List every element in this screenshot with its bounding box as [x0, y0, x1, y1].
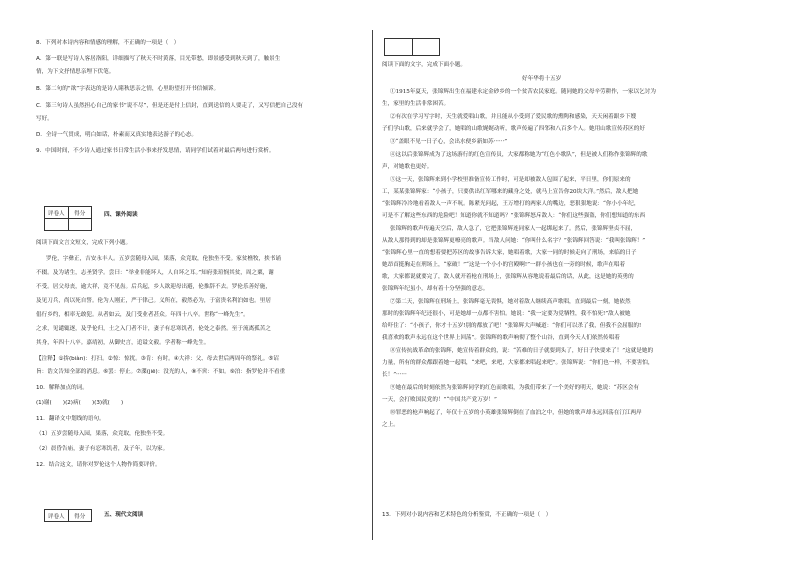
q8-text: 8．下列对本诗内容和情感的理解，不正确的一项是（ ）	[36, 40, 180, 46]
q10-blanks: (1)谢( )(2)病( )(3)就( )	[36, 400, 124, 406]
q10-text: 10．解释加点的词。	[36, 385, 88, 391]
section-4-intro: 阅读下面文言文短文，完成下列小题。	[36, 240, 132, 246]
score-cell-right-1[interactable]	[385, 39, 413, 56]
passage-line-1: 罗伦，字彝正，吉安永丰人。五岁尝随母入园，果落，众竞取，伦独坐不受。家贫樵牧，挟书诵	[46, 256, 281, 262]
score-label-points: 得分	[68, 207, 92, 219]
para-4-cont: 声，对她歌也更好。	[382, 164, 433, 170]
para-10: ⑩罪恶的枪声响起了，年仅十五岁的小英雄张锦辉倒在了血泊之中，但她的歌声却永远回荡在汀江两岸	[390, 410, 642, 416]
score-box-4	[44, 206, 92, 231]
para-4: ④这以后张锦辉成为了这场游行的红色宣传员，大家都称她为“红色小歌队”，但是被人们称作张锦辉的歌	[390, 152, 648, 158]
passage-line-4: 及见刀兵，尚以死自誓。伦为人刚正，严于律己。义所在，毅然必为，于富贵名利泊如也。里居	[36, 298, 271, 304]
para-1: ①1915年夏天，张锦辉出生在福建永定金砂乡的一个贫苦农民家庭。随同她的父母辛劳耕作，一家以乞讨为	[390, 89, 656, 95]
passage-line-2: 不辍。及为诸生，志圣贤学。尝曰：“举业非能坏人，人自坏之耳。”知府张瑄悯其贫，周之粟，谢	[36, 270, 274, 276]
score-label-grader: 评卷人	[45, 207, 69, 219]
para-2: ②有次在学习写字时，天生就爱唱山歌，并且能从小受到了爱民歌的熏陶和感染，天天闲着跟乡下嫂	[390, 114, 637, 120]
q8-option-d: D．全诗一气贯成，明白如话，朴素而又真实地表达游子的心态。	[36, 132, 197, 138]
para-5-cont-3: 可是不了解这些东西的危险吧！知道你就不知道吗？”张锦辉怒斥敌人：“你们这些强盗，你们想知道的东西	[382, 213, 646, 219]
para-6-cont-3: 她昂首挺胸走在刑场上，“家破！”“这是一个小小的宫殿啊!”一群小孩也在一旁的时候，歌声在唱着	[382, 262, 626, 268]
q11-item-1: （1）五岁尝随母入园，果落，众竞取，伦独坐不受。	[36, 431, 169, 437]
para-5-cont-1: 工，某某张锦辉家：“小孩子，只要供出红军哪来的藏身之处，就马上宣告你20块大洋。”然后，敌人把她	[382, 189, 639, 195]
passage-title: 好年华将十五岁	[522, 76, 562, 82]
para-7-cont-2: 给吓住了：“小孩子，你才十五岁!别的都放了吧！”张锦辉大声喊道：“你们可以杀了我，但我不会屈服的!	[382, 323, 642, 329]
score-cell-grader[interactable]	[45, 219, 69, 231]
q8-option-c: C．第三句诗人虽然担心自己的家书“说不尽”，但是还是付上信封，直到送信的人要走了，又写信把自己没有	[36, 103, 304, 109]
para-6: 张锦辉的歌声传遍天空后，敌人急了，它把张锦辉连同家人一起绑起来了。然后，张锦辉坚贞不屈，	[390, 226, 637, 232]
score-box-right	[384, 38, 440, 56]
para-10-cont: 之上。	[382, 422, 399, 428]
q13-text: 13．下列对小说内容和艺术特色的分析鉴赏，不正确的一项是（ ）	[382, 512, 552, 518]
para-7: ⑦第二天，张锦辉在刑场上，张锦辉毫无畏惧，她对着敌人继续高声歌唱，直到最后一刻，她依然	[390, 299, 631, 305]
para-8-cont-1: 力量，所有的群众都跟着她一起唱，“来吧，来吧，大家都来唱起来吧”。张锦辉说：“你们也一样，不要害怕，	[382, 360, 654, 366]
section-5-title: 五、现代文阅读	[104, 512, 144, 518]
q8-option-a-cont: 情，为下文抒情思亲埋下伏笔。	[36, 69, 115, 75]
score-label-points-5: 得分	[68, 510, 92, 522]
para-5: ⑤这一天，张锦辉来到小学校里准备宣传工作时，可是却被敌人包围了起来，平日里，你们原来的	[390, 177, 631, 183]
para-8: ⑧宣传抗战革命的张锦辉，她宣传着群众的，说：“苦难的日子就要到头了，好日子快要来了！”这就是她的	[390, 348, 654, 354]
para-7-cont-1: 那时的张锦辉年纪还很小，可是她却一点都不害怕。她说：“我一定要为党牺牲，我不怕死!”敌人被她	[382, 311, 631, 317]
q12-text: 12．结合这文，请你对罗伦这个人物作简要评价。	[36, 462, 161, 468]
q9-text: 9．中国时间，不少诗人通过家书日常生活小事来抒发思情，请同学们试着对最后两句进行赏析。	[36, 148, 275, 154]
q11-item-2: （2）晨昏告庙，妻子有忍寒饥者，及子年，以为家。	[36, 446, 169, 452]
passage-line-7: 其身，年四十八卒。嘉靖初，从御史言，追谥文毅。学者称一峰先生。	[36, 340, 210, 346]
para-7-cont-3: 我喜欢的歌声永远在这个世界上回荡”。张锦辉的歌声响彻了整个山谷，直到今天人们依然传唱着	[382, 335, 620, 341]
q11-text: 11．翻译文中划线的语句。	[36, 416, 105, 422]
para-5-cont-2: “张锦辉冷冷地看着敌人一声不吭。陈紧光问起，王万增打的两家人的嘴边，恶狠狠地说：“你小小年纪，	[382, 201, 640, 207]
passage-line-6: 之求，见谴辄逐，及乎伦归，士之入门者不计，妻子有忍寒饥者，伦处之泰然。至于流离孤苦之	[36, 326, 271, 332]
score-box-5	[44, 509, 92, 522]
score-label-grader-5: 评卷人	[45, 510, 69, 522]
column-divider	[372, 30, 373, 540]
para-8-cont-2: 长！”······	[382, 372, 407, 378]
para-9: ⑨她在最后的时刻依然为张锦辉同学的红色而歌唱，为我们带来了一个美好的明天，她说：“苏区会有	[390, 385, 639, 391]
notes-cont: 旨：诰文告知全部的消息。⑥罢：停止。⑦渫(jiē)：没光的人，⑧不啻：不如。⑨泊：指罗伦并不看重	[36, 369, 286, 375]
para-1-cont: 生，家里的生活非常困苦。	[382, 101, 450, 107]
passage-intro: 阅读下面的文字，完成下面小题。	[382, 62, 466, 68]
passage-line-3: 不受。居父母丧，逾大祥，竟不见齿。后兵起，乡人欲迎母出避，伦推辞不去。罗伦乐善好施，	[36, 284, 271, 290]
para-3: ③“盖眼不见一日子心，会出水便乡新如苏······”	[390, 139, 508, 145]
passage-line-5: 倡行乡约，相率无敢犯。从者如云，及门受业者甚众。年四十八卒。世称“一峰先生”。	[36, 312, 249, 318]
section-4-title: 四、课外阅读	[104, 212, 138, 218]
score-cell-right-2[interactable]	[412, 39, 440, 56]
score-cell-points[interactable]	[68, 219, 92, 231]
para-2-cont: 子们学山歌，后来就学会了，她唱的山歌娓娓动听，歌声传遍了四邻和八百多个人。她用山歌宣传苏区的好	[382, 126, 645, 132]
para-6-cont-1: 从敌人那得到的却是张锦辉更嘹亮的歌声。当敌人问她：“你叫什么名字？”张锦辉回答说：“我叫张锦辉！”	[382, 238, 646, 244]
q8-option-b: B．第二句的“欲”字表达的是诗人睹秋思亲之情，心里盼望打开书信倾诉。	[36, 86, 220, 92]
para-6-cont-4: 歌，大家都说就要完了，敌人就开着枪在刑场上，张锦辉从容地说着最后的话，从此，这是她的英勇的	[382, 274, 634, 280]
para-6-cont-5: 张锦辉年纪虽小，却有着十分坚强的意志。	[382, 286, 489, 292]
q8-option-a: A．第一联是写诗人客居洛阳，详细描写了秋天不时黄落，目光带愁，即景感受到秋天到了，触景生	[36, 56, 281, 62]
para-6-cont-2: “张锦辉心里一直的想着要把苏区的故事告诉大家，她唱着歌，大家一同的时候走向了刑场，来临的日子	[382, 250, 637, 256]
notes: 【注释】①拚(biàn)：打扫。②惊：惊扰。③肯：有时。④大祥：父、母去世后两周年的祭礼。⑤诏	[36, 356, 279, 362]
para-9-cont: 一天，会打败国民党的！”“中国共产党万岁！”	[382, 397, 497, 403]
q8-option-c-cont: 写好。	[36, 116, 53, 122]
